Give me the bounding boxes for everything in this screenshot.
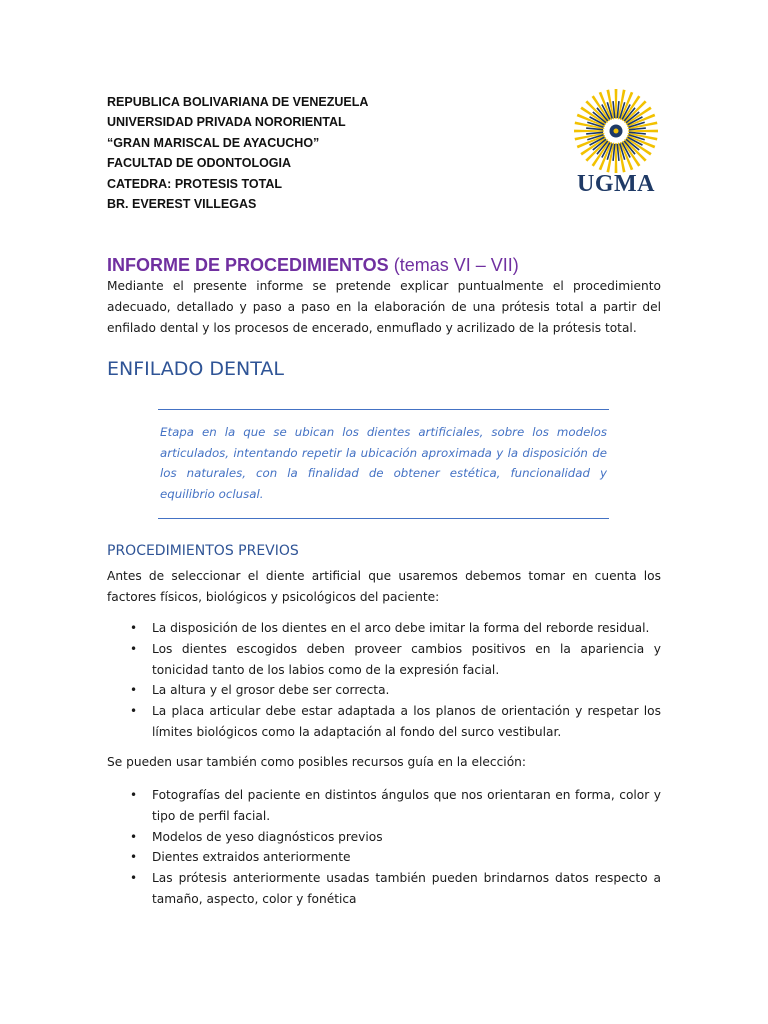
list-item <box>107 680 661 701</box>
list-item-text: La altura y el grosor debe ser correcta. <box>152 683 390 698</box>
list-item-text: La placa articular debe estar adaptada a los planos de orientación y respetar los límites biológicos como la adaptación al fondo del surco vestibular. <box>152 704 661 739</box>
bullet-icon: • <box>130 621 138 635</box>
institution-header <box>107 92 368 214</box>
list-item-text: Dientes extraidos anteriormente <box>152 850 351 865</box>
list-item-text: Las prótesis anteriormente usadas también pueden brindarnos datos respecto a tamaño, aspecto, color y fonética <box>152 871 661 906</box>
subsection-heading: PROCEDIMIENTOS PREVIOS <box>107 543 299 559</box>
report-title <box>107 255 519 276</box>
list-item-text: Fotografías del paciente en distintos ángulos que nos orientaran en forma, color y tipo de perfil facial. <box>152 788 661 823</box>
bullet-icon: • <box>130 683 138 698</box>
bullet-icon: • <box>130 829 138 844</box>
list-item <box>107 847 661 868</box>
quote-bottom-rule <box>158 518 609 519</box>
header-line: BR. EVEREST VILLEGAS <box>107 197 257 212</box>
bullet-icon: • <box>130 871 138 886</box>
emblem-center-core <box>614 129 619 134</box>
list-item <box>107 701 661 743</box>
list-item-text: La disposición de los dientes en el arco debe imitar la forma del reborde residual. <box>152 621 650 635</box>
resources-list <box>107 785 661 910</box>
factors-paragraph: Antes de seleccionar el diente artificial que usaremos debemos tomar en cuenta los factores físicos, biológicos y psicológicos del paciente: <box>107 569 661 604</box>
bullet-icon: • <box>130 788 138 802</box>
section-heading: ENFILADO DENTAL <box>107 358 284 380</box>
list-item <box>107 868 661 910</box>
header-line: FACULTAD DE ODONTOLOGIA <box>107 156 292 171</box>
header-line: UNIVERSIDAD PRIVADA NORORIENTAL <box>107 115 346 130</box>
logo-wordmark: UGMA <box>577 171 655 197</box>
bullet-icon: • <box>130 850 138 865</box>
quote-top-rule <box>158 409 609 410</box>
header-line: REPUBLICA BOLIVARIANA DE VENEZUELA <box>107 95 369 109</box>
ugma-logo <box>566 85 666 203</box>
factors-list <box>107 618 661 743</box>
header-line: CATEDRA: PROTESIS TOTAL <box>107 176 282 191</box>
report-title-main: INFORME DE PROCEDIMIENTOS <box>107 255 389 275</box>
list-item <box>107 639 661 681</box>
list-item-text: Modelos de yeso diagnósticos previos <box>152 829 383 844</box>
header-line: “GRAN MARISCAL DE AYACUCHO” <box>107 135 320 150</box>
bullet-icon: • <box>130 641 138 656</box>
sunburst-emblem-icon <box>566 85 666 175</box>
list-item <box>107 618 661 639</box>
report-title-suffix: (temas VI – VII) <box>388 255 519 275</box>
intro-paragraph: Mediante el presente informe se pretende explicar puntualmente el procedimiento adecuado, detallado y paso a paso en la elaboración de una prótesis total a partir del enfilado dental y los procesos de encerado, enmuflado y acrilizado de la prótesis total. <box>107 279 661 335</box>
list-item <box>107 785 661 827</box>
bullet-icon: • <box>130 704 138 719</box>
list-item <box>107 827 661 848</box>
resources-paragraph: Se pueden usar también como posibles recursos guía en la elección: <box>107 755 526 769</box>
definition-quote: Etapa en la que se ubican los dientes artificiales, sobre los modelos articulados, intentando repetir la ubicación aproximada y la disposición de los naturales, con la finalidad de obtener estética, funcionalidad y equilibrio oclusal. <box>160 425 607 501</box>
list-item-text: Los dientes escogidos deben proveer cambios positivos en la apariencia y tonicidad tanto de los labios como de la expresión facial. <box>152 641 661 677</box>
